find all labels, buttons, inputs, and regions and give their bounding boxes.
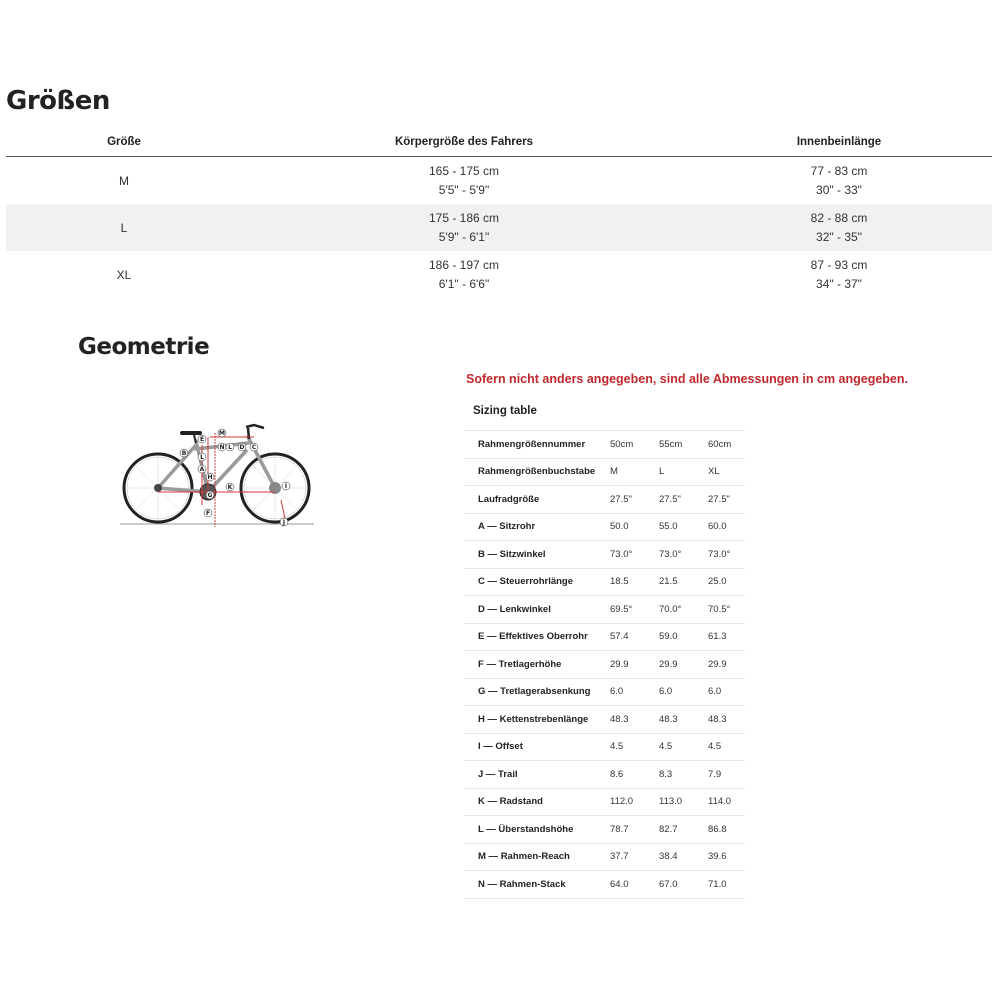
geometry-label: M — Rahmen-Reach <box>478 851 570 863</box>
units-note: Sofern nicht anders angegeben, sind alle Abmessungen in cm angegeben. <box>466 372 908 386</box>
geometry-label: I — Offset <box>478 741 523 753</box>
bike-geometry-diagram-icon <box>118 415 318 530</box>
geometry-value: 60cm <box>708 438 732 450</box>
sizes-title: Größen <box>6 86 110 116</box>
geometry-label: F — Tretlagerhöhe <box>478 658 562 670</box>
geometry-label: L — Überstandshöhe <box>478 823 574 835</box>
size-cell: L <box>120 220 128 235</box>
geometry-value: 67.0 <box>659 878 678 890</box>
table-row <box>465 430 745 459</box>
geometry-value: 27.5" <box>659 493 681 505</box>
geometry-value: XL <box>708 466 720 478</box>
table-row <box>465 651 745 679</box>
geometry-value: 6.0 <box>708 686 722 698</box>
geometry-title: Geometrie <box>78 334 210 360</box>
geometry-label: Rahmengrößennummer <box>478 438 586 450</box>
geometry-value: 4.5 <box>708 741 722 753</box>
geometry-label: J — Trail <box>478 768 518 780</box>
table-row <box>465 541 745 569</box>
geometry-value: 70.0° <box>659 603 682 615</box>
geometry-value: 6.0 <box>610 686 624 698</box>
geometry-value: 48.3 <box>610 713 629 725</box>
table-row <box>465 486 745 514</box>
geometry-label: E — Effektives Oberrohr <box>478 631 588 643</box>
geometry-value: 112.0 <box>610 796 634 808</box>
geometry-value: 38.4 <box>659 851 678 863</box>
geometry-value: 78.7 <box>610 823 629 835</box>
table-row <box>465 871 745 899</box>
svg-text:J: J <box>282 519 286 526</box>
sizes-table <box>6 128 992 298</box>
geometry-value: 27.5" <box>610 493 632 505</box>
inseam-cm: 77 - 83 cm <box>810 163 868 178</box>
geometry-label: H — Kettenstrebenlänge <box>478 713 589 725</box>
table-row <box>465 596 745 624</box>
height-ft: 5'5" - 5'9" <box>438 182 490 197</box>
inseam-cell <box>686 256 992 294</box>
svg-text:H: H <box>207 474 213 481</box>
geometry-value: 86.8 <box>708 823 727 835</box>
svg-text:C: C <box>251 444 257 451</box>
geometry-value: 7.9 <box>708 768 722 780</box>
svg-text:E: E <box>199 436 205 443</box>
geometry-value: 39.6 <box>708 851 727 863</box>
geometry-label: D — Lenkwinkel <box>478 603 551 615</box>
size-cell: M <box>119 173 129 188</box>
table-row <box>465 706 745 734</box>
height-cm: 186 - 197 cm <box>428 257 500 272</box>
table-row <box>465 761 745 789</box>
geometry-value: 27.5" <box>708 493 730 505</box>
height-cell <box>242 162 686 200</box>
geometry-value: 6.0 <box>659 686 673 698</box>
geometry-value: 60.0 <box>708 521 727 533</box>
table-row <box>6 157 992 204</box>
table-row <box>465 816 745 844</box>
geometry-label: Rahmengrößenbuchstabe <box>478 466 596 478</box>
svg-text:B: B <box>181 450 187 457</box>
inseam-cell <box>686 162 992 200</box>
inseam-cm: 87 - 93 cm <box>810 257 868 272</box>
geometry-value: 59.0 <box>659 631 678 643</box>
geometry-value: 73.0° <box>610 548 633 560</box>
inseam-in: 30" - 33" <box>816 182 862 197</box>
svg-text:D: D <box>239 444 245 451</box>
geometry-value: 55.0 <box>659 521 678 533</box>
svg-text:A: A <box>199 466 205 473</box>
geometry-value: 21.5 <box>659 576 678 588</box>
geometry-label: N — Rahmen-Stack <box>478 878 566 890</box>
geometry-value: 4.5 <box>610 741 624 753</box>
height-ft: 5'9" - 6'1" <box>438 229 490 244</box>
svg-text:L: L <box>228 444 232 451</box>
geometry-value: 64.0 <box>610 878 629 890</box>
geometry-value: 4.5 <box>659 741 673 753</box>
inseam-in: 34" - 37" <box>816 276 862 291</box>
table-row <box>465 514 745 542</box>
height-ft: 6'1" - 6'6" <box>438 276 490 291</box>
height-cm: 165 - 175 cm <box>428 163 500 178</box>
svg-text:G: G <box>207 492 213 499</box>
geometry-value: 48.3 <box>708 713 727 725</box>
size-cell: XL <box>116 267 132 282</box>
geometry-value: 25.0 <box>708 576 727 588</box>
sizing-table-title: Sizing table <box>473 405 537 417</box>
table-row <box>465 679 745 707</box>
svg-text:N: N <box>219 444 225 451</box>
table-row <box>465 734 745 762</box>
geometry-value: 73.0° <box>708 548 731 560</box>
geometry-label: K — Radstand <box>478 796 543 808</box>
svg-text:M: M <box>219 430 225 437</box>
header-rider-height: Körpergröße des Fahrers <box>394 136 534 148</box>
svg-text:F: F <box>205 510 211 517</box>
geometry-value: 73.0° <box>659 548 682 560</box>
geometry-value: L <box>659 466 665 478</box>
geometry-value: 113.0 <box>659 796 683 808</box>
table-row <box>465 459 745 487</box>
geometry-value: 71.0 <box>708 878 727 890</box>
geometry-value: 18.5 <box>610 576 629 588</box>
table-row <box>6 204 992 251</box>
geometry-value: 50cm <box>610 438 634 450</box>
geometry-value: 48.3 <box>659 713 678 725</box>
geometry-value: 29.9 <box>708 658 727 670</box>
height-cell <box>242 209 686 247</box>
geometry-value: M <box>610 466 618 478</box>
geometry-value: 57.4 <box>610 631 629 643</box>
height-cm: 175 - 186 cm <box>428 210 500 225</box>
geometry-label: B — Sitzwinkel <box>478 548 546 560</box>
geometry-value: 61.3 <box>708 631 727 643</box>
geometry-value: 82.7 <box>659 823 678 835</box>
inseam-in: 32" - 35" <box>816 229 862 244</box>
svg-text:L: L <box>200 454 204 461</box>
sizes-table-header <box>6 128 992 157</box>
height-cell <box>242 256 686 294</box>
header-size: Größe <box>107 136 141 148</box>
geometry-value: 69.5° <box>610 603 633 615</box>
geometry-label: Laufradgröße <box>478 493 540 505</box>
geometry-value: 37.7 <box>610 851 629 863</box>
geometry-value: 114.0 <box>708 796 732 808</box>
geometry-label: G — Tretlagerabsenkung <box>478 686 591 698</box>
geometry-value: 70.5° <box>708 603 731 615</box>
geometry-label: C — Steuerrohrlänge <box>478 576 574 588</box>
table-row <box>465 569 745 597</box>
table-row <box>465 789 745 817</box>
geometry-value: 55cm <box>659 438 683 450</box>
svg-text:K: K <box>227 484 233 491</box>
table-row <box>465 844 745 872</box>
geometry-value: 8.3 <box>659 768 673 780</box>
svg-text:I: I <box>284 483 288 490</box>
geometry-value: 29.9 <box>610 658 629 670</box>
inseam-cm: 82 - 88 cm <box>810 210 868 225</box>
sizing-table <box>465 430 745 899</box>
header-inseam: Innenbeinlänge <box>796 136 882 148</box>
geometry-value: 50.0 <box>610 521 629 533</box>
inseam-cell <box>686 209 992 247</box>
geometry-value: 8.6 <box>610 768 624 780</box>
geometry-value: 29.9 <box>659 658 678 670</box>
geometry-label: A — Sitzrohr <box>478 521 536 533</box>
table-row <box>465 624 745 652</box>
table-row <box>6 251 992 298</box>
